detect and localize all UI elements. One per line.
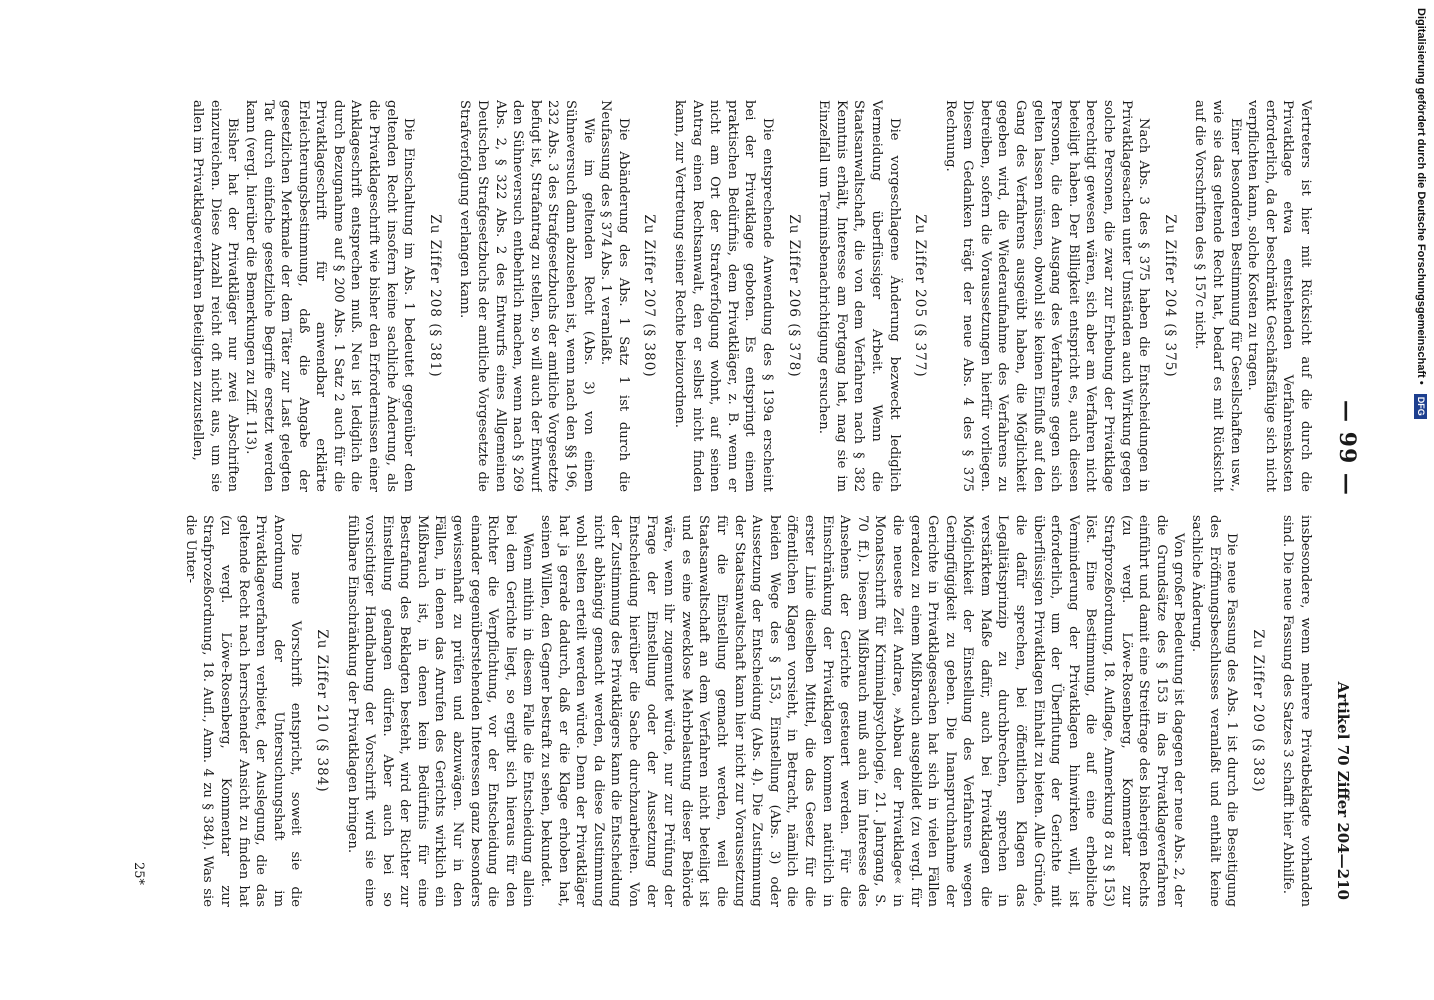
section-heading: Zu Ziffer 206 (§ 378)	[785, 214, 802, 378]
digitization-note	[1412, 8, 1430, 703]
paragraph: Vertreters ist hier mit Rücksicht auf die durch die Privatklage etwa entstehenden Verfahrenskosten erforderlich, da der beschränkt Geschäftsfähige sich nicht verpflichten kann, solche Kosten zu tragen.	[1245, 100, 1313, 492]
paragraph: Die Abänderung des Abs. 1 Satz 1 ist durch die Neufassung des § 374 Abs. 1 veranlaßt.	[598, 100, 631, 492]
paragraph: Bisher hat der Privatkläger nur zwei Abschriften einzureichen. Diese Anzahl reicht oft nicht aus, um sie allen im Privatklageverfahren Beteiligten zuzustellen,	[190, 100, 241, 492]
section-heading: Zu Ziffer 210 (§ 384)	[313, 629, 330, 793]
paragraph: Von großer Bedeutung ist dagegen der neue Abs. 2, der die Grundsätze des § 153 in das Privatklageverfahren einführt und damit eine Streitfrage des bisherigen Rechts (zu vergl. Löwe-Rosenberg, Kommentar zur Strafprozeßordnung, 18. Auflage, Anmerkung 8 zu § 153) löst. Eine Bestimmung, die auf eine erhebliche Verminderung der Privatklagen hinwirken will, ist erforderlich, um der Überflutung der Gerichte mit überflüssigen Privatklagen Einhalt zu bieten. Alle Gründe, die dafür sprechen, bei öffentlichen Klagen das Legalitätsprinzip zu durchbrechen, sprechen in verstärktem Maße dafür, auch bei Privatklagen die Möglichkeit der Einstellung des Verfahrens wegen Geringfügigkeit zu geben. Die Inanspruchnahme der Gerichte in Privatklagesachen hat sich in vielen Fällen geradezu zu einem Mißbrauch ausgebildet (zu vergl. für die neueste Zeit Andrae, »Abbau der Privatklage« in Monatsschrift für Kriminalpsychologie, 21. Jahrgang, S. 70 ff.). Diesem Mißbrauch muß auch im Interesse des Ansehens der Gerichte gesteuert werden. Für die Einschränkung der Privatklagen kommen natürlich in erster Linie dieselben Mittel, die das Gesetz für die öffentlichen Klagen vorsieht, in Betracht, nämlich die beiden Wege des § 153, Einstellung (Abs. 3) oder Aussetzung der Entscheidung (Abs. 4). Die Zustimmung der Staatsanwaltschaft kann hier nicht zur Voraussetzung für die Einstellung gemacht werden, weil die Staatsanwaltschaft an dem Verfahren nicht beteiligt ist und es eine zwecklose Mehrbelastung dieser Behörde wäre, wenn ihr zugemutet würde, nur zur Prüfung der Frage der Einstellung oder der Aussetzung der Entscheidung hierüber die Sache durchzuarbeiten. Von der Zustimmung des Privatklägers kann die Entscheidung nicht abhängig gemacht werden, da diese Zustimmung wohl selten erteilt werden würde. Denn der Privatkläger hat ja gerade dadurch, daß er die Klage erhoben hat, seinen Willen, den Gegner bestraft zu sehen, bekundet.	[538, 515, 1187, 907]
paragraph: Die Einschaltung im Abs. 1 bedeutet gegenüber dem geltenden Recht insofern keine sachliche Änderung, als die Privatklageschrift wie bisher den Erfordernissen einer Anklageschrift entsprechen muß. Neu ist lediglich die durch Bezugnahme auf § 200 Abs. 1 Satz 2 auch für die Privatklageschrift für anwendbar erklärte Erleichterungsbestimmung, daß die Angabe der gesetzlichen Merkmale der dem Täter zur Last gelegten Tat durch einfache gesetzliche Begriffe ersetzt werden kann (vergl. hierüber die Bemerkungen zu Ziff. 113).	[242, 100, 417, 492]
paragraph: Die vorgeschlagene Änderung bezweckt lediglich Vermeidung überflüssiger Arbeit. Wenn die Staatsanwaltschaft, die von dem Verfahren nach § 382 Kenntnis erhält, Interesse am Fortgang hat, mag sie im Einzelfall um Terminsbenachrichtigung ersuchen.	[816, 100, 902, 492]
paragraph: Nach Abs. 3 des § 375 haben die Entscheidungen in Privatklagesachen unter Umständen auch Wirkung gegen solche Personen, die zwar zur Erhebung der Privatklage berechtigt gewesen wären, sich aber am Verfahren nicht beteiligt haben. Der Billigkeit entspricht es, auch diesen Personen, die den Ausgang des Verfahrens gegen sich gelten lassen müssen, obwohl sie keinen Einfluß auf den Gang des Verfahrens ausgeübt haben, die Möglichkeit gegeben wird, die Wiederaufnahme des Verfahrens zu betreiben, sofern die Voraussetzungen hierfür vorliegen. Diesem Gedanken trägt der neue Abs. 4 des § 375 Rechnung.	[942, 100, 1152, 492]
running-title: Artikel 70 Ziffer 204—210	[1334, 681, 1352, 900]
dfg-logo-badge: DFG	[1414, 394, 1427, 419]
paragraph: Einer besonderen Bestimmung für Gesellschaften usw., wie sie das geltende Recht hat, bedarf es mit Rücksicht auf die Vorschriften des § 157c nicht.	[1192, 100, 1243, 492]
paragraph: Die entsprechende Anwendung des § 139a erscheint bei der Privatklage geboten. Es entspringt einem praktischen Bedürfnis, dem Privatkläger, z. B. wenn er nicht am Ort der Strafverfolgung wohnt, auf seinen Antrag einen Rechtsanwalt, den er selbst nicht finden kann, zur Vertretung seiner Rechte beizuordnen.	[672, 100, 775, 492]
digitization-note-text	[1412, 8, 1430, 703]
page-number: — 99 —	[1334, 400, 1360, 496]
paragraph: Wie im geltenden Recht (Abs. 3) von einem Sühneversuch dann abzusehen ist, wenn nach den §§ 196, 232 Abs. 3 des Strafgesetzbuchs der amtliche Vorgesetzte befugt ist, Strafantrag zu stellen, so will auch der Entwurf den Sühneversuch entbehrlich machen, wenn nach § 269 Abs. 2, § 322 Abs. 2 des Entwurfs eines Allgemeinen Deutschen Strafgesetzbuchs der amtliche Vorgesetzte die Strafverfolgung verlangen kann.	[457, 100, 596, 492]
section-heading: Zu Ziffer 209 (§ 383)	[1249, 629, 1266, 793]
left-column	[134, 100, 1314, 492]
signature-mark: 25*	[131, 862, 146, 886]
paragraph: insbesondere, wenn mehrere Privatbeklagte vorhanden sind. Die neue Fassung des Satzes 3 schafft hier Abhilfe.	[1280, 515, 1313, 907]
section-heading: Zu Ziffer 205 (§ 377)	[912, 214, 929, 378]
paragraph: Wenn mithin in diesem Falle die Entscheidung allein bei dem Gerichte liegt, so ergibt sich hieraus für den Richter die Verpflichtung, vor der Entscheidung die einander gegenüberstehenden Interessen ganz besonders gewissenhaft zu prüfen und abzuwägen. Nur in den Fällen, in denen das Anrufen des Gerichts wirklich ein Mißbrauch ist, in denen kein Bedürfnis für eine Bestrafung des Beklagten besteht, wird der Richter zur Einstellung gelangen dürfen. Aber auch bei so vorsichtiger Handhabung der Vorschrift wird sie eine fühlbare Einschränkung der Privatklagen bringen.	[344, 515, 536, 907]
right-column	[134, 515, 1314, 907]
paragraph: Die neue Fassung des Abs. 1 ist durch die Beseitigung des Eröffnungsbeschlusses veranlaßt und enthält keine sachliche Änderung.	[1189, 515, 1240, 907]
paragraph: Die neue Vorschrift entspricht, soweit sie die Anordnung der Untersuchungshaft im Privatklageverfahren verbietet, der Auslegung, die das geltende Recht nach herrschender Ansicht zu finden hat (zu vergl. Löwe-Rosenberg, Kommentar zur Strafprozeßordnung, 18. Aufl., Anm. 4 zu § 384). Was sie die Unter-	[182, 515, 304, 907]
section-heading: Zu Ziffer 207 (§ 380)	[641, 214, 658, 378]
funding-credit: Digitalisierung gefördert durch die Deutsche Forschungsgemeinschaft •	[1415, 8, 1427, 385]
section-heading: Zu Ziffer 204 (§ 375)	[1161, 214, 1178, 378]
section-heading: Zu Ziffer 208 (§ 381)	[426, 214, 443, 378]
page-header	[1328, 100, 1360, 900]
